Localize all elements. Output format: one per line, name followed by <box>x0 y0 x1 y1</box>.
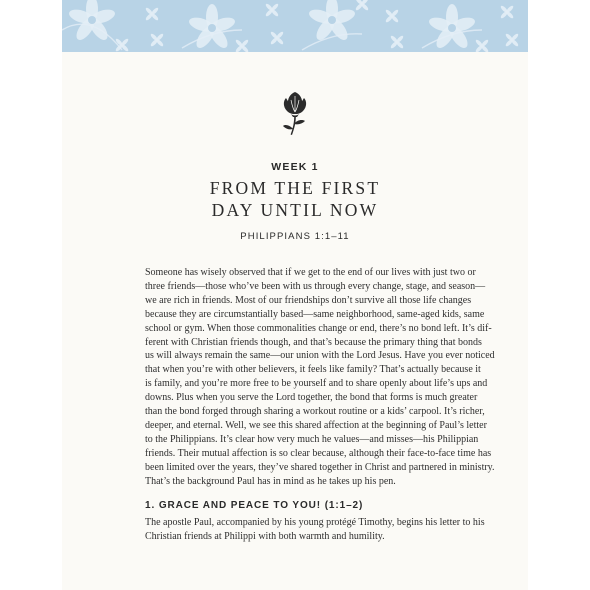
intro-line: deeper, and eternal. Well, we see this shared affection at the beginning of Paul’s letter <box>145 419 487 431</box>
intro-line: been limited over the years, they’ve shared together in Christ and partnered in ministry. <box>145 461 495 473</box>
intro-line: Someone has wisely observed that if we get to the end of our lives with just two or <box>145 267 476 278</box>
intro-line: that when you’re with other believers, it feels like family? That’s actually because it <box>145 364 481 376</box>
floral-pattern <box>62 0 528 52</box>
floral-banner <box>62 0 528 52</box>
banner-sprig <box>235 39 244 48</box>
intro-line: school or gym. When those commonalities change or end, there’s no bond left. It’s dif- <box>145 322 492 334</box>
chapter-title-line-1: FROM THE FIRST <box>209 178 381 198</box>
banner-sprig <box>505 33 514 42</box>
book-page <box>62 0 528 590</box>
banner-sprig <box>390 35 399 44</box>
intro-line: us will always remain the same—our union with the Lord Jesus. Have you ever noticed <box>145 350 495 362</box>
intro-line: three friends—those who’ve been with us through every change, stage, and season— <box>145 280 486 292</box>
intro-line: friends. Their mutual affection is so clear because, although their face-to-face time has <box>145 447 492 459</box>
banner-sprig <box>265 3 274 12</box>
intro-line: downs. Plus when you serve the Lord together, the bond that forms is much greater <box>145 392 478 404</box>
intro-line: than the bond forged through sharing a workout routine or a kids’ carpool. It’s richer, <box>145 406 485 418</box>
section-line: The apostle Paul, accompanied by his young protégé Timothy, begins his letter to his <box>145 517 485 528</box>
banner-flower-center <box>88 16 96 24</box>
intro-line: That’s the background Paul has in mind as he takes up his pen. <box>145 475 396 487</box>
banner-sprig <box>150 33 159 42</box>
banner-flower-center <box>328 16 336 24</box>
page-margin <box>528 0 590 590</box>
banner-sprig <box>145 7 154 16</box>
chapter-title <box>62 177 528 221</box>
flower-icon <box>278 88 312 138</box>
intro-line: to the Philippians. It’s clear how very much he values—and misses—his Philippian <box>145 433 479 445</box>
section-paragraph <box>145 516 485 544</box>
banner-sprig <box>475 39 484 48</box>
banner-sprig <box>385 9 394 18</box>
scripture-reference: PHILIPPIANS 1:1–11 <box>240 231 350 242</box>
section-line: Christian friends at Philippi with both warmth and humility. <box>145 530 385 542</box>
section-heading: 1. GRACE AND PEACE TO YOU! (1:1–2) <box>145 500 364 511</box>
week-label: WEEK 1 <box>271 161 319 173</box>
banner-sprig <box>500 5 509 14</box>
intro-line: ferent with Christian friends though, and that’s because the primary thing that bonds <box>145 336 482 348</box>
chapter-title-line-2: DAY UNTIL NOW <box>211 200 379 220</box>
banner-vine <box>302 34 362 50</box>
intro-line: we are rich in friends. Most of our friendships don’t survive all those life changes <box>145 294 472 306</box>
intro-paragraph <box>145 266 495 489</box>
banner-flower-center <box>448 24 456 32</box>
intro-line: is family, and you’re more free to be yourself and to share openly about life’s ups and <box>145 378 488 390</box>
intro-line: because they are circumstantially based—same neighborhood, same-aged kids, same <box>145 308 485 320</box>
banner-flower-center <box>208 24 216 32</box>
banner-sprig <box>270 31 279 40</box>
